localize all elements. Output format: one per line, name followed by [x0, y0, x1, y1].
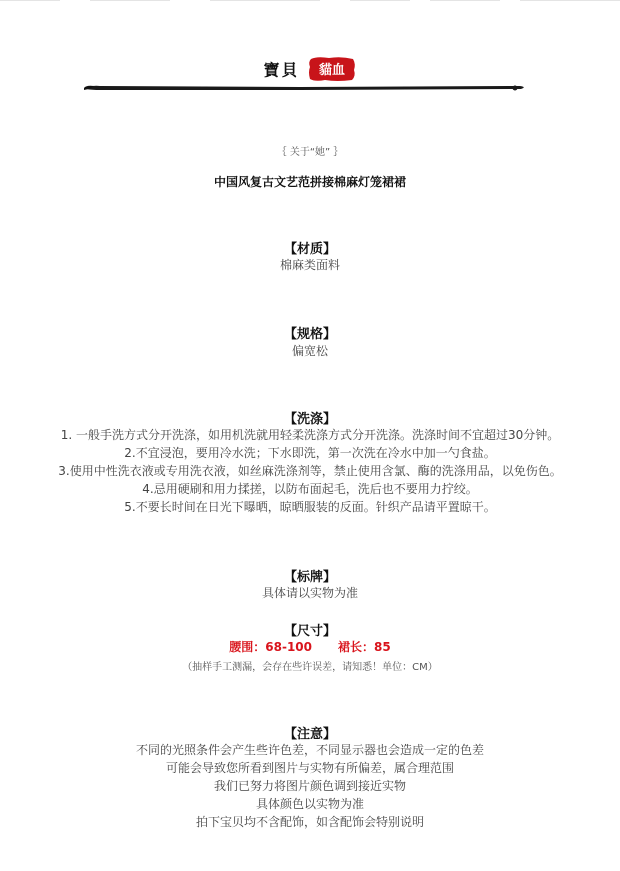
material-heading: 【材质】: [283, 242, 336, 257]
wash-heading: 【洗涤】: [283, 412, 336, 427]
top-dashed-border: [0, 0, 620, 2]
seal-stamp: [307, 56, 357, 82]
wash-line: 3.使用中性洗衣液或专用洗衣液，如丝麻洗涤剂等，禁止使用含氯、酶的洗涤用品，以免伤色。: [58, 464, 562, 478]
notice-line: 可能会导致您所看到图片与实物有所偏差，属合理范围: [165, 761, 454, 775]
spec-heading: 【规格】: [283, 327, 336, 342]
size-values: [0, 638, 620, 655]
skirt-length: 裙长：85: [338, 640, 391, 654]
seal-text: 貓血: [318, 63, 345, 78]
label-text: 具体请以实物为准: [261, 586, 358, 600]
notice-list: [0, 741, 620, 831]
logo-text: 寶貝: [263, 60, 300, 80]
wash-line: 4.忌用硬刷和用力揉搓，以防布面起毛，洗后也不要用力拧绞。: [142, 482, 478, 496]
brand-logo: [0, 56, 620, 82]
size-heading: 【尺寸】: [283, 624, 336, 639]
brush-stroke-divider: [0, 80, 620, 96]
about-label: ｛ 关于“她” ｝: [276, 147, 344, 158]
notice-heading: 【注意】: [283, 727, 336, 742]
notice-line: 我们已努力将图片颜色调到接近实物: [213, 779, 406, 793]
waist-size: 腰围：68-100: [229, 640, 313, 654]
wash-line: 2.不宜浸泡，要用冷水洗；下水即洗，第一次洗在冷水中加一勺食盐。: [124, 446, 496, 460]
product-title: 中国风复古文艺范拼接棉麻灯笼裙裙: [213, 175, 406, 189]
wash-instructions: [0, 426, 620, 516]
size-note: （抽样手工测漏，会存在些许误差，请知悉！单位：CM）: [182, 662, 438, 673]
spec-text: 偏宽松: [291, 344, 328, 358]
wash-line: 5.不要长时间在日光下曝晒，晾晒服装的反面。针织产品请平置晾干。: [124, 500, 496, 514]
wash-line: 1. 一般手洗方式分开洗涤，如用机洗就用轻柔洗涤方式分开洗涤。洗涤时间不宜超过30分钟。: [60, 428, 560, 442]
notice-line: 具体颜色以实物为准: [255, 797, 364, 811]
notice-line: 拍下宝贝均不含配饰，如含配饰会特别说明: [195, 815, 424, 829]
notice-line: 不同的光照条件会产生些许色差，不同显示器也会造成一定的色差: [135, 743, 484, 757]
label-heading: 【标牌】: [283, 570, 336, 585]
material-text: 棉麻类面料: [279, 258, 340, 272]
